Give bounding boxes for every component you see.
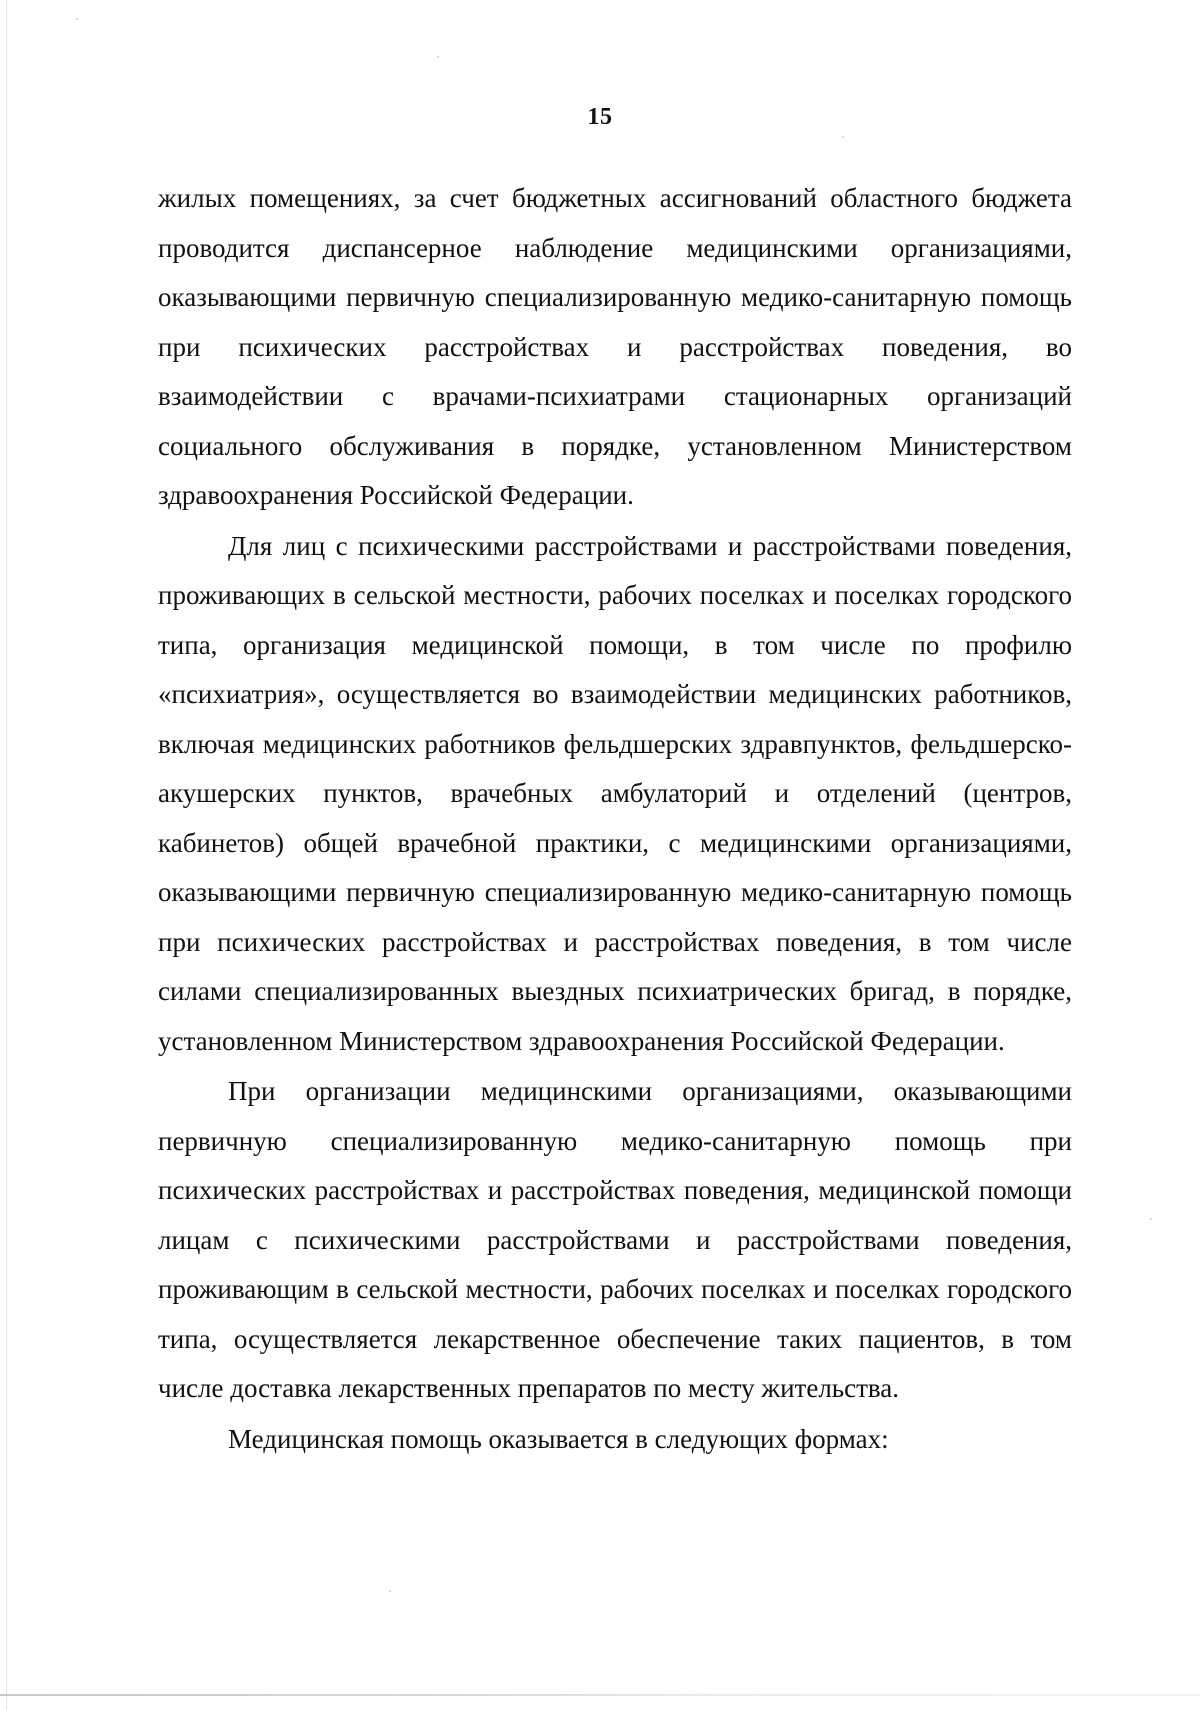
page-number: 15 xyxy=(587,104,613,130)
scan-edge-left xyxy=(6,0,7,1710)
paragraph: Медицинская помощь оказывается в следующих формах: xyxy=(228,1423,889,1454)
scan-speck xyxy=(842,136,844,138)
document-body xyxy=(158,174,1072,1464)
paragraph: жилых помещениях, за счет бюджетных ассигнований областного бюджета проводится диспансерное наблюдение медицинскими организациями, оказывающими первичную специализированную медико-санитарную помощь при психических расстройствах и расстройствах поведения, во взаимодействии с врачами-психиатрами стационарных организаций социального обслуживания в порядке, установленном Министерством здравоохранения Российской Федерации. xyxy=(158,183,1072,510)
scan-speck xyxy=(1150,1218,1152,1220)
scan-speck xyxy=(76,18,78,20)
scan-speck xyxy=(389,1590,391,1592)
scan-edge-bottom xyxy=(0,1694,1200,1696)
paragraph: При организации медицинскими организациями, оказывающими первичную специализированную медико-санитарную помощь при психических расстройствах и расстройствах поведения, медицинской помощи лицам с психическими расстройствами и расстройствами поведения, проживающим в сельской местности, рабочих поселках и поселках городского типа, осуществляется лекарственное обеспечение таких пациентов, в том числе доставка лекарственных препаратов по месту жительства. xyxy=(158,1076,1072,1403)
paragraph: Для лиц с психическими расстройствами и расстройствами поведения, проживающих в сельской местности, рабочих поселках и поселках городского типа, организация медицинской помощи, в том числе по профилю «психиатрия», осуществляется во взаимодействии медицинских работников, включая медицинских работников фельдшерских здравпунктов, фельдшерско-акушерских пунктов, врачебных амбулаторий и отделений (центров, кабинетов) общей врачебной практики, с медицинскими организациями, оказывающими первичную специализированную медико-санитарную помощь при психических расстройствах и расстройствах поведения, в том числе силами специализированных выездных психиатрических бригад, в порядке, установленном Министерством здравоохранения Российской Федерации. xyxy=(158,530,1072,1056)
scan-speck xyxy=(437,56,439,58)
